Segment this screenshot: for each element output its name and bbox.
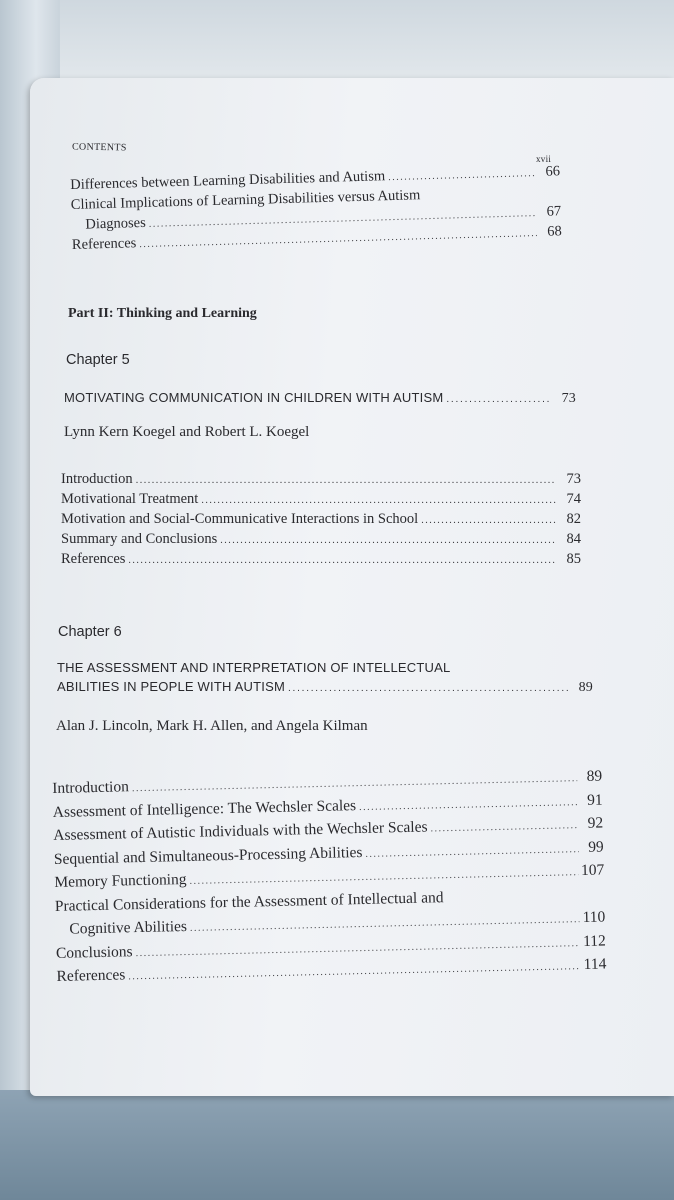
toc-entry <box>61 470 581 490</box>
chapter-5-authors: Lynn Kern Koegel and Robert L. Koegel <box>64 424 310 440</box>
toc-entry-title: Motivational Treatment <box>61 491 199 507</box>
toc-entry-page: 89 <box>586 767 603 785</box>
toc-entry-page: 74 <box>566 491 581 507</box>
toc-entry-title: Introduction <box>52 778 130 797</box>
book-page <box>30 78 674 1096</box>
toc-entry-title: References <box>56 966 126 985</box>
chapter-5-page: 73 <box>561 391 576 406</box>
toc-leader <box>430 813 578 840</box>
toc-entry-title: Diagnoses <box>85 214 146 233</box>
toc-entry-page: 73 <box>566 471 581 487</box>
toc-entry-title: Assessment of Intelligence: The Wechsler Scales <box>52 796 357 821</box>
chapter-5-entries <box>61 470 581 570</box>
toc-entry-title: Cognitive Abilities <box>69 917 188 938</box>
chapter-6-title-line-2: ABILITIES IN PEOPLE WITH AUTISM . . . 89 <box>57 679 593 696</box>
toc-entry-title: Memory Functioning <box>54 870 187 891</box>
toc-entry-title: Practical Considerations for the Assessment of Intellectual and <box>54 888 444 915</box>
toc-entry <box>61 550 581 570</box>
toc-entry-page: 66 <box>545 163 561 180</box>
toc-entry-page: 91 <box>586 791 603 809</box>
toc-entry-title: References <box>71 235 137 253</box>
toc-leader <box>220 530 556 550</box>
toc-entry-title: Summary and Conclusions <box>61 531 218 547</box>
toc-entry <box>61 530 581 550</box>
chapter-5-title-text: MOTIVATING COMMUNICATION IN CHILDREN WITH AUTISM <box>64 390 444 405</box>
toc-entry-title: Assessment of Autistic Individuals with the Wechsler Scales <box>53 818 428 844</box>
toc-entry-page: 85 <box>566 551 581 567</box>
toc-leader <box>388 163 535 187</box>
toc-entry-page: 110 <box>582 908 606 926</box>
toc-entry-page: 99 <box>588 838 604 856</box>
toc-entry-title: Clinical Implications of Learning Disabilities versus Autism <box>70 187 421 213</box>
toc-leader <box>201 490 556 510</box>
chapter-6-title <box>57 660 593 696</box>
toc-entry-page: 82 <box>566 511 581 527</box>
toc-entry-title: Motivation and Social-Communicative Interactions in School <box>61 511 419 527</box>
chapter-6-page: 89 <box>578 680 593 695</box>
page-number: xvii <box>536 154 552 164</box>
chapter-6-label: Chapter 6 <box>58 624 122 640</box>
toc-entry-page: 84 <box>566 531 581 547</box>
toc-entry-page <box>539 195 561 196</box>
part-title: Part II: Thinking and Learning <box>68 306 257 321</box>
toc-entry-page: 112 <box>582 931 607 950</box>
toc-entry <box>61 490 581 510</box>
toc-entry-page: 107 <box>580 861 605 880</box>
page-content <box>30 78 674 1096</box>
toc-entry-title: References <box>61 551 126 567</box>
toc-entry-title: Sequential and Simultaneous-Processing Abilities <box>53 843 363 868</box>
toc-leader <box>288 679 568 694</box>
background-bottom <box>0 1090 674 1200</box>
chapter-6-title-line-1: THE ASSESSMENT AND INTERPRETATION OF INTELLECTUAL <box>57 660 451 675</box>
toc-leader <box>421 510 556 530</box>
chapter-6-entries <box>52 766 607 990</box>
chapter-5-label: Chapter 5 <box>66 352 130 368</box>
toc-entry-page: 114 <box>583 955 607 973</box>
toc-entry-title: Conclusions <box>55 942 133 962</box>
toc-entry-title: Introduction <box>61 471 133 487</box>
toc-entry-page: 67 <box>546 203 562 220</box>
chapter-5-title <box>64 390 576 407</box>
background-top <box>0 0 674 90</box>
toc-entry-page: 68 <box>547 223 562 240</box>
toc-entry-page: 92 <box>587 814 604 832</box>
toc-leader <box>128 550 556 570</box>
toc-entry <box>61 510 581 530</box>
toc-entry-title: Differences between Learning Disabilities and Autism <box>70 168 386 193</box>
toc-leader <box>136 470 556 490</box>
toc-top-entries <box>70 162 562 256</box>
chapter-6-authors: Alan J. Lincoln, Mark H. Allen, and Angela Kilman <box>56 718 368 734</box>
toc-leader <box>446 390 551 405</box>
running-header: CONTENTS <box>71 141 127 154</box>
